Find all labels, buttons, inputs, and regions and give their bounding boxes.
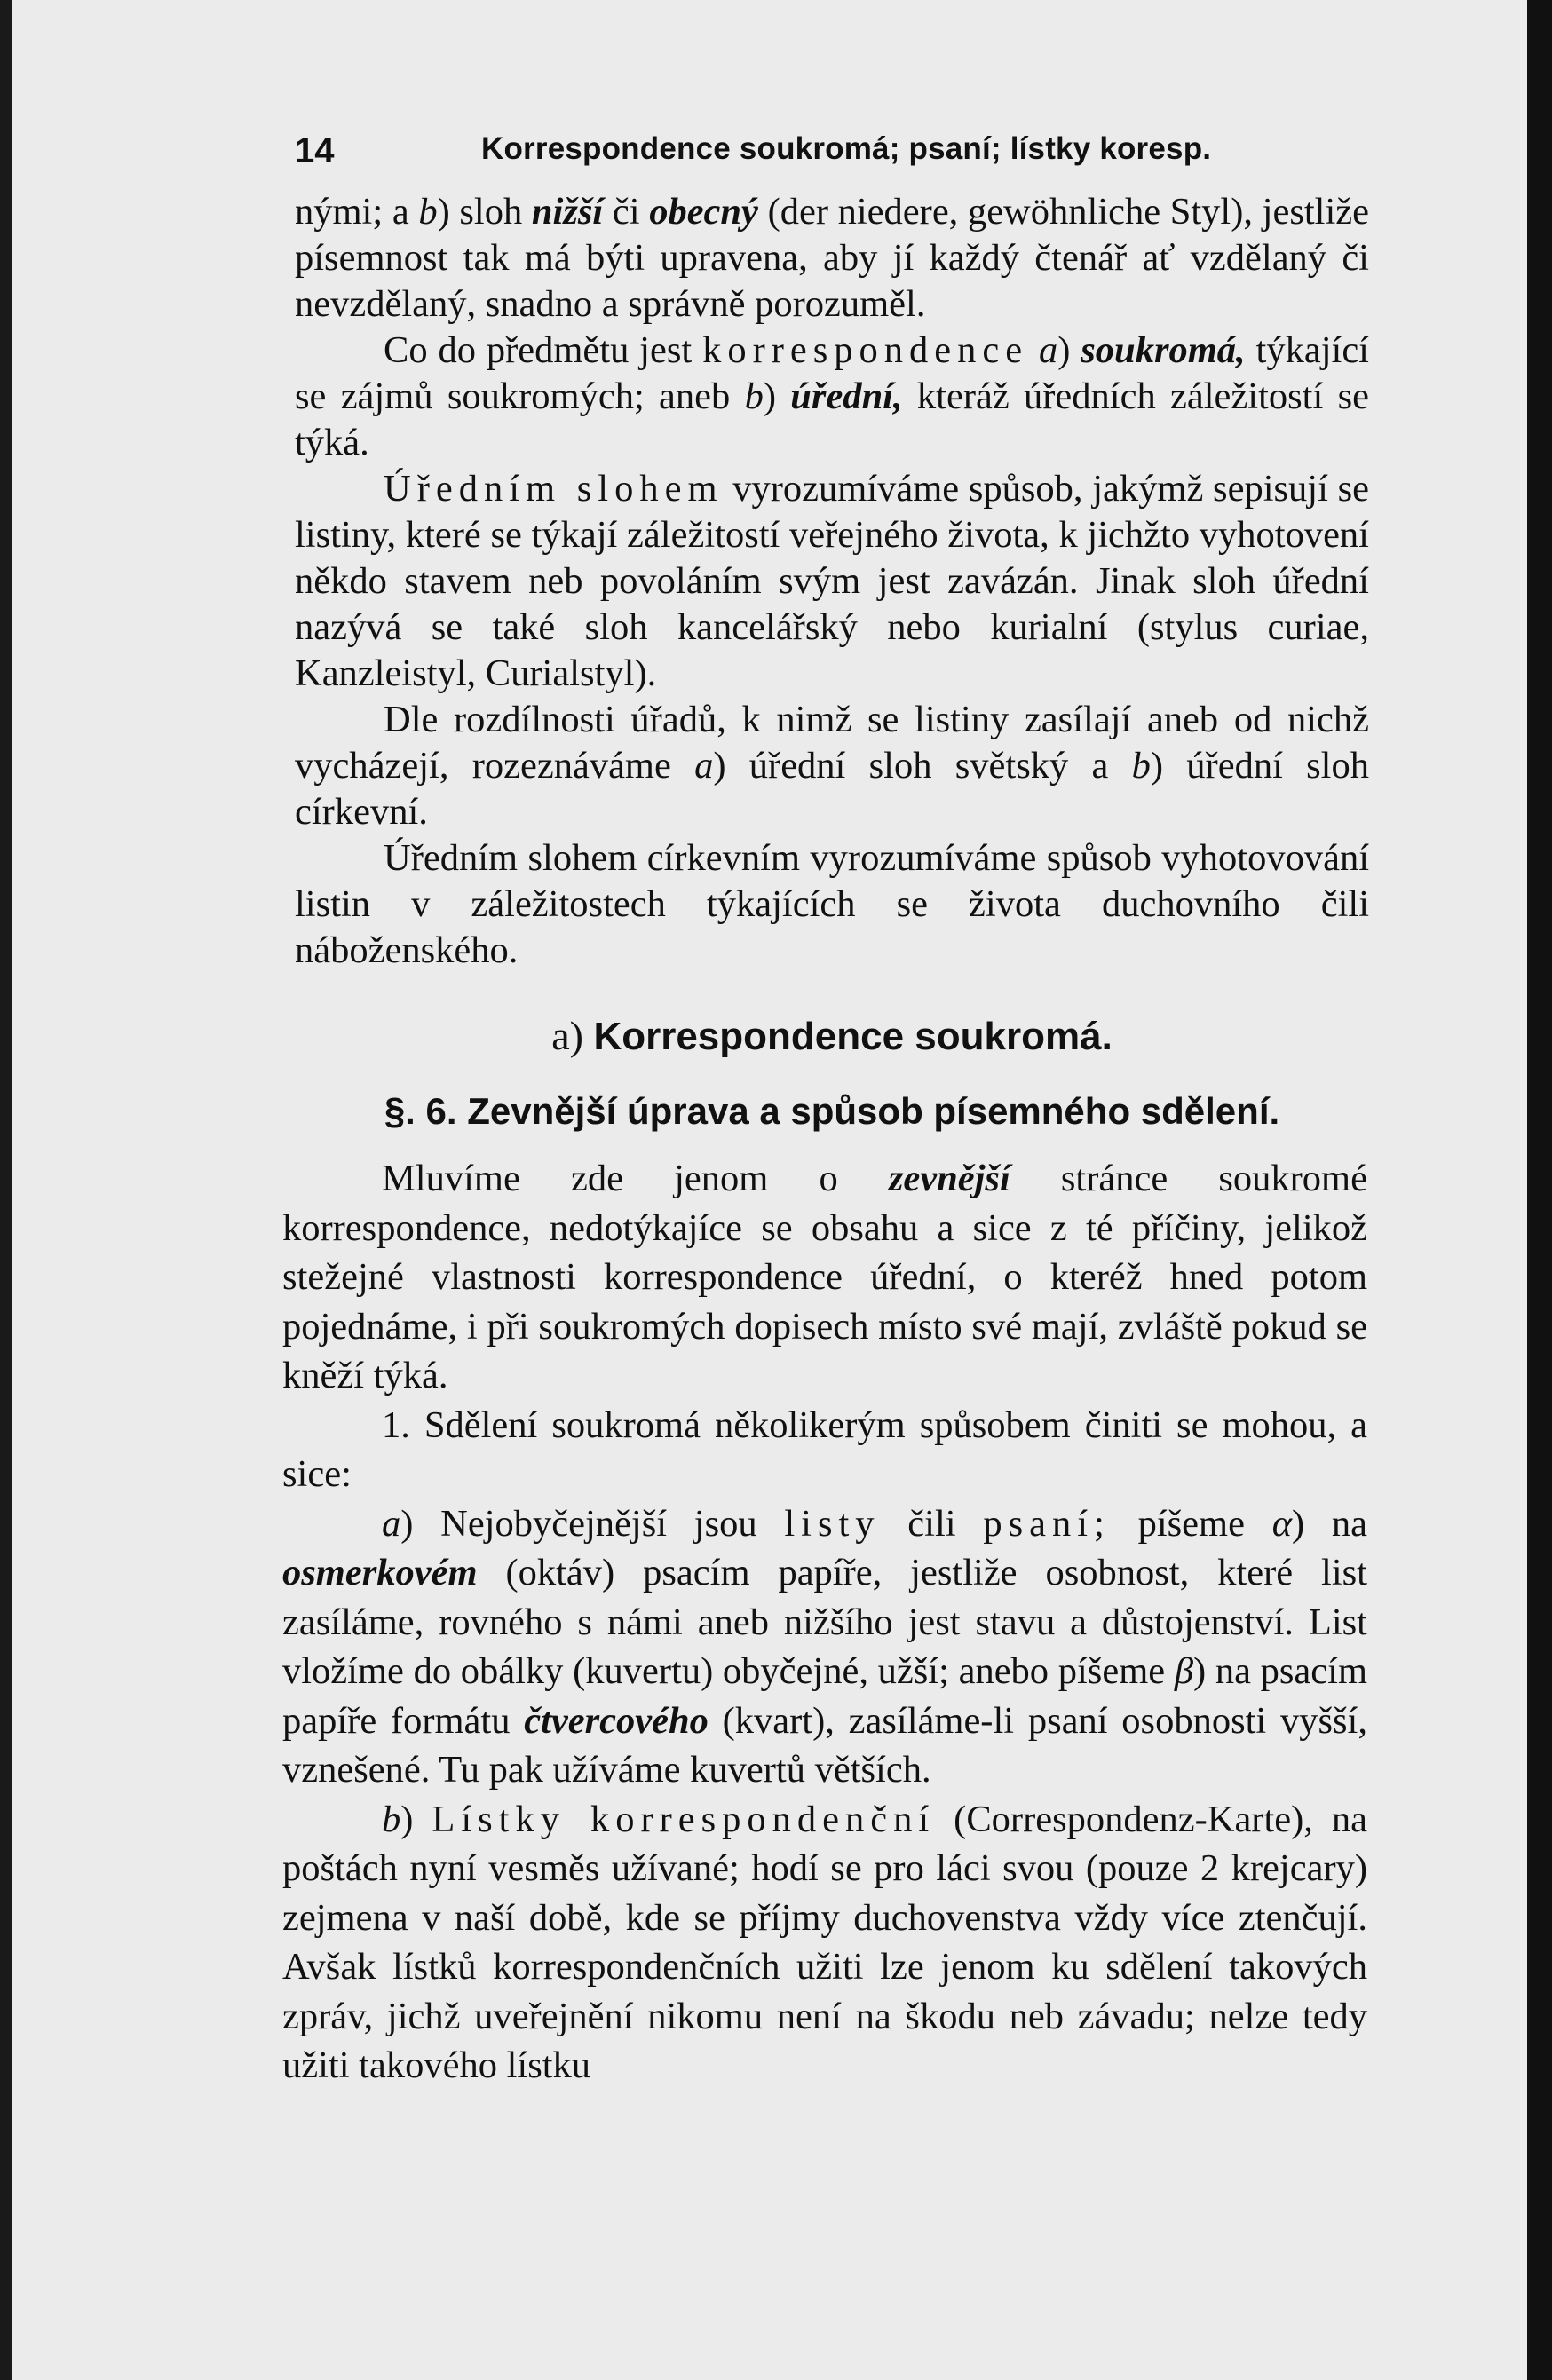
text-run: α [1271,1502,1292,1545]
text-run: soukromá, [1081,329,1246,371]
text-run: (kvart), zasíláme-li psaní osobnosti vyšší, vznešené. Tu pak užíváme kuvertů větších. [282,1699,1367,1791]
text-run: korrespondence [702,329,1029,371]
text-run: ) [1057,329,1081,371]
text-run: nými; a [295,191,419,233]
text-run: Lístky korrespondenční [432,1798,936,1840]
text-run [1028,329,1039,371]
text-run: (Correspondenz-Karte), na poštách nyní vesměs užívané; hodí se pro láci svou (pouze 2 krejcary) zejmena v naší době, kde se příjmy duchovenstva vždy více ztenčují. Avšak lístků korrespondenčních užiti lze jenom ku sdělení takových zpráv, jichž uveřejnění nikomu není na škodu neb závadu; nelze tedy užiti takového lístku [282,1798,1367,2086]
section-title: Korrespondence soukromá. [593,1015,1113,1058]
main-text [282,1154,1367,2091]
text-run: či [603,191,650,233]
text-run: stránce soukromé korrespondence, nedotýkajíce se obsahu a sice z té příčiny, jelikož stežejné vlastnosti korrespondence úřední, o kteréž hned potom pojednáme, i při soukromých dopisech místo své mají, zvláště pokud se kněží týká. [282,1158,1367,1396]
text-run: týkající se zájmů soukromých; aneb [295,329,1369,417]
text-run: vyrozumíváme spůsob, jakýmž sepisují se listiny, které se týkají záležitostí veřejného života, k jichžto vyhotovení někdo stavem neb povoláním svým jest zavázán. Jinak sloh úřední nazývá se také sloh kancelářský nebo kurialní (stylus curiae, Kanzleistyl, Curialstyl). [295,468,1370,694]
text-run: Dle rozdílnosti úřadů, k nimž se listiny zasílají aneb od nichž vycházejí, rozeznáváme [295,699,1369,787]
paragraph [295,697,1369,835]
text-run: píšeme [1110,1502,1272,1545]
paragraph [295,466,1369,697]
scan-edge [1527,0,1552,2380]
text-run: psaní; [983,1502,1111,1545]
text-run: Úředním slohem [384,468,724,510]
text-run: a [1039,329,1058,371]
text-run: ) na psacím papíře formátu [282,1650,1367,1742]
text-run: osmerkovém [282,1552,478,1593]
text-run: Mluvíme zde jenom o [382,1158,889,1199]
paragraph [295,189,1369,328]
text-run: β [1174,1650,1193,1692]
text-run: čtvercového [524,1699,709,1742]
running-title: Korrespondence soukromá; psaní; lístky koresp. [481,131,1212,166]
text-run: čili [880,1502,984,1545]
text-run: ) úřední sloh světský a [713,745,1132,787]
text-run: ) [763,376,791,417]
text-run: b [744,376,764,417]
text-run: (oktáv) psacím papíře, jestliže osobnost, které list zasíláme, rovného s námi aneb nižšího jest stavu a důstojenství. List vložíme do obálky (kuvertu) obyčejné, užší; anebo píšeme [282,1552,1367,1692]
text-run: b [382,1798,401,1840]
text-run: b [1131,745,1151,787]
page-number: 14 [295,131,335,170]
text-run: ) Nejobyčejnější jsou [400,1502,785,1545]
section-heading [295,1012,1369,1059]
text-run: (der niedere, gewöhnliche Styl), jestliže písemnost tak má býti upravena, aby jí každý čtenář ať vzdělaný či nevzdělaný, snadno a správně porozuměl. [295,191,1370,325]
text-run: obecný [649,191,758,233]
text-run: ) [400,1798,432,1840]
intro-text [295,189,1369,974]
text-run: a [382,1502,401,1545]
text-run: úřední, [790,376,903,417]
text-run: zevnější [888,1158,1010,1199]
text-run: a [694,745,714,787]
paragraph [282,1499,1367,1795]
paragraph [282,1795,1367,2091]
text-run: ) sloh [437,191,532,233]
text-run: b [418,191,438,233]
section-prefix: a) [551,1013,583,1058]
text-run: ) úřední sloh církevní. [295,745,1369,833]
paragraph: Úředním slohem církevním vyrozumíváme spůsob vyhotovování listin v záležitostech týkajících se života duchovního čili náboženského. [295,837,1369,971]
text-run: nižší [531,191,604,233]
paragraph: 1. Sdělení soukromá několikerým spůsobem činiti se mohou, a sice: [282,1403,1367,1495]
text-run: kteráž úředních záležitostí se týká. [295,376,1369,463]
text-run: listy [784,1502,881,1545]
text-run: Co do předmětu jest [384,329,703,371]
text-run: ) na [1292,1502,1367,1545]
paragraph [295,328,1369,466]
book-page [12,0,1527,2380]
paragraph-heading: §. 6. Zevnější úprava a spůsob písemného sdělení. [384,1090,1280,1132]
paragraph [282,1154,1367,1401]
